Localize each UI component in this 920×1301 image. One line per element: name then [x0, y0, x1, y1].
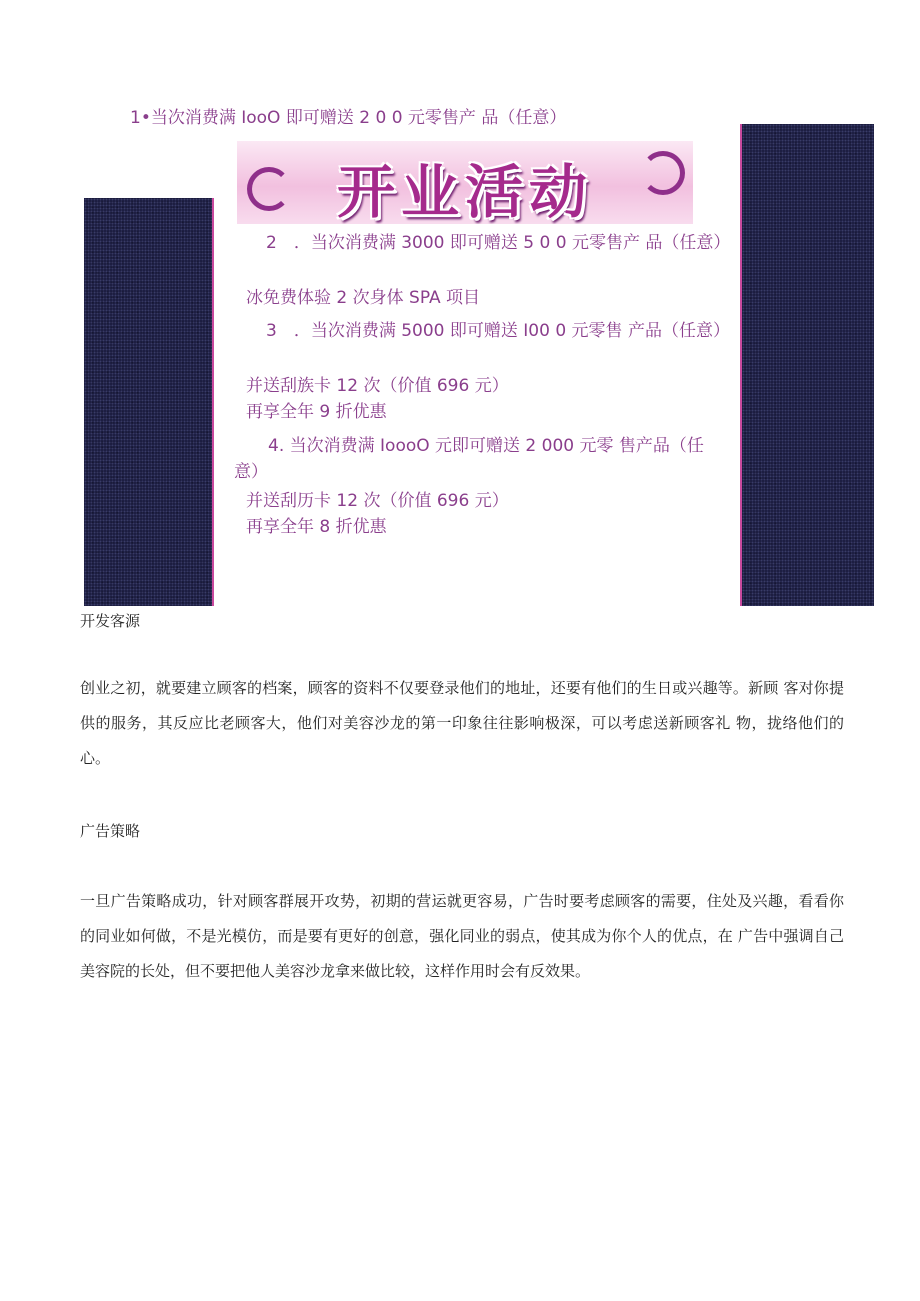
section-body-advertising: 一旦广告策略成功，针对顾客群展开攻势，初期的营运就更容易，广告时要考虑顾客的需要，住处及兴趣，看看你的同业如何做，不是光模仿，而是要有更好的创意，强化同业的弱点，使其成为你个人的优点，在 广告中强调自己美容院的长处，但不要把他人美容沙龙拿来做比较，这样作用时会有反效果。: [80, 892, 844, 980]
promo-item-2-extra: 冰免费体验 2 次身体 SPA 项目: [246, 288, 481, 308]
promo-item-4-extra-1: 并送刮历卡 12 次（价值 696 元）: [246, 491, 509, 511]
promo-item-1: 1•当次消费满 IooO 即可赠送 2 0 0 元零售产 品（任意）: [130, 108, 567, 128]
promo-item-4: 4. 当次消费满 IoooO 元即可赠送 2 000 元零 售产品（任意）: [234, 436, 704, 482]
section-heading-advertising: 广告策略: [80, 822, 141, 840]
opening-event-banner: [237, 141, 693, 224]
promo-item-2: 2 ．当次消费满 3000 即可赠送 5 0 0 元零售产 品（任意）: [266, 233, 731, 253]
promo-item-3: 3 ．当次消费满 5000 即可赠送 I00 0 元零售 产品（任意）: [266, 321, 730, 341]
banner-title: 开业活动: [336, 158, 593, 224]
promo-item-3-extra-1: 并送刮族卡 12 次（价值 696 元）: [246, 376, 509, 396]
section-heading-customer-sources: 开发客源: [80, 612, 141, 630]
promo-item-3-extra-2: 再享全年 9 折优惠: [246, 402, 387, 422]
right-decorative-panel: [740, 124, 874, 606]
section-body-customer-sources: 创业之初，就要建立顾客的档案，顾客的资料不仅要登录他们的地址，还要有他们的生日或兴趣等。新顾 客对你提供的服务，其反应比老顾客大，他们对美容沙龙的第一印象往往影响极深，可以考虑送新顾客礼 物，拢络他们的心。: [80, 679, 844, 767]
promo-item-4-extra-2: 再享全年 8 折优惠: [246, 517, 387, 537]
left-decorative-panel: [84, 198, 214, 606]
